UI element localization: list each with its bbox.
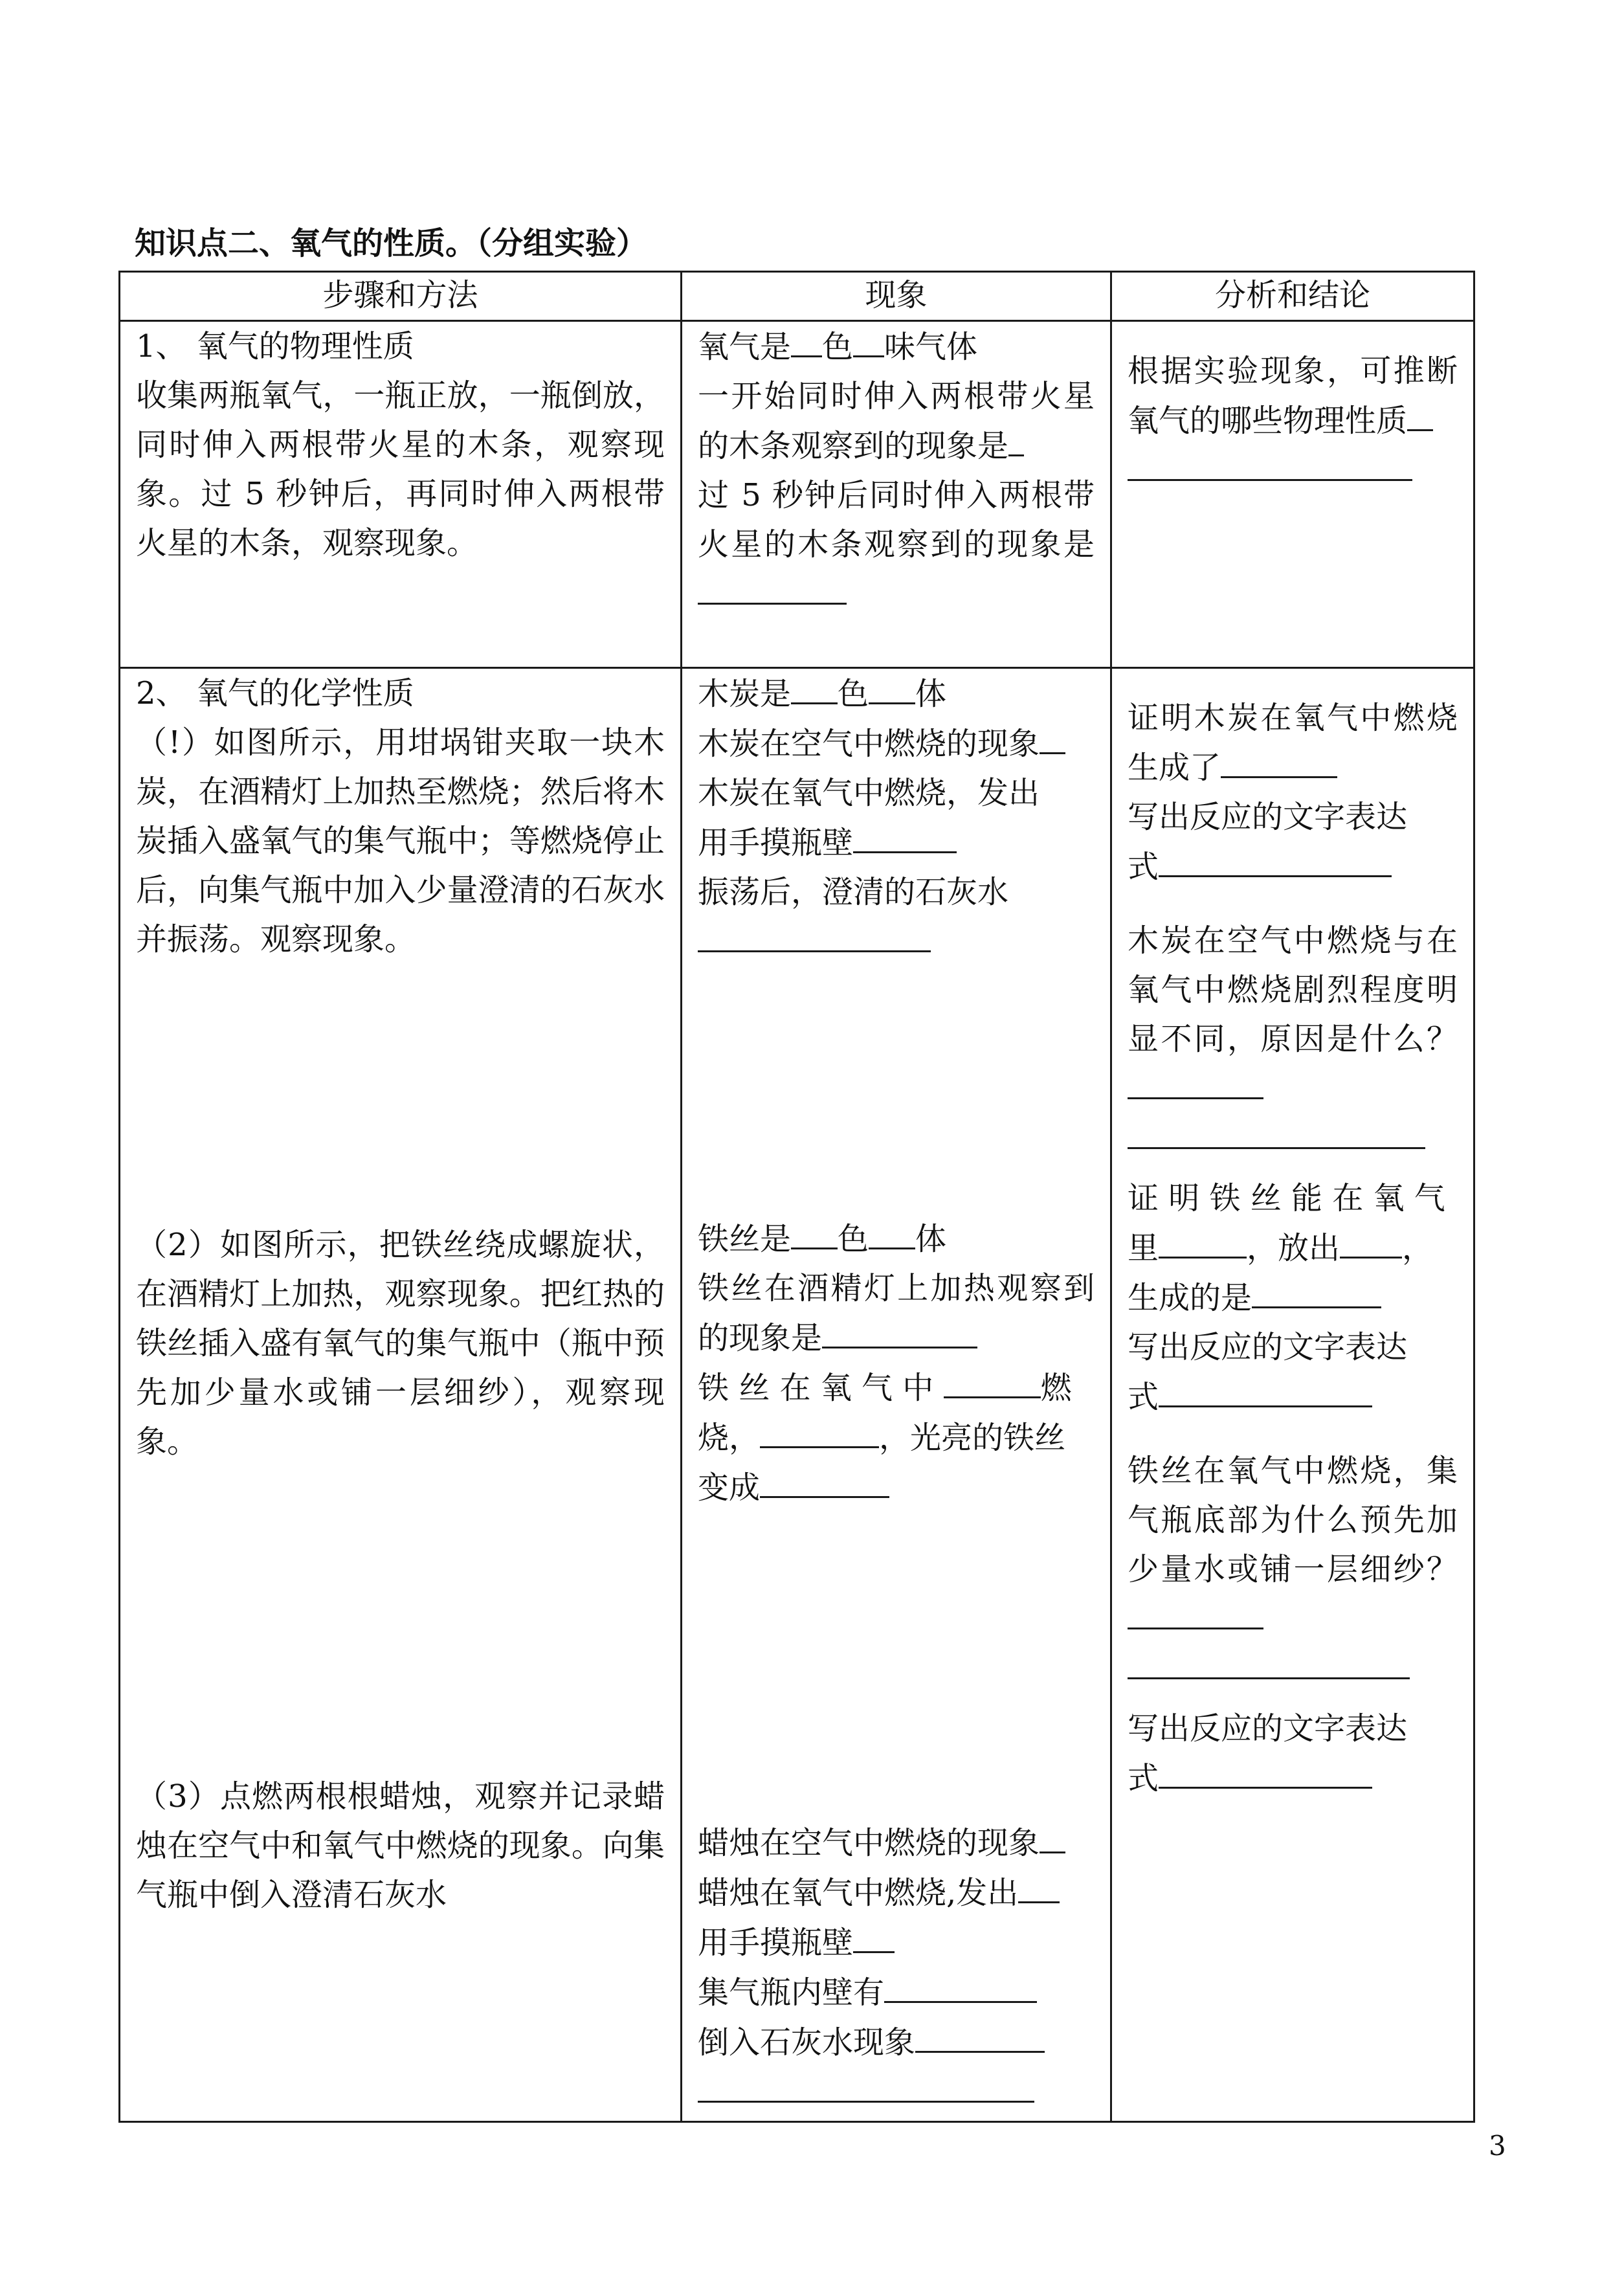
fill-line (1128, 1273, 1458, 1323)
answer-blank[interactable] (1128, 1594, 1263, 1629)
fill-line (1128, 1753, 1458, 1803)
answer-blank[interactable] (791, 1214, 838, 1249)
answer-blank[interactable] (1252, 1273, 1381, 1308)
answer-blank[interactable] (944, 1363, 1041, 1398)
fill-line (698, 1462, 1095, 1512)
answer-blank[interactable] (1008, 421, 1024, 456)
fill-line (698, 719, 1095, 768)
text: ， (1402, 1230, 1434, 1266)
text: 铁丝在酒精灯上加热观察到的现象是 (698, 1270, 1095, 1356)
answer-blank[interactable] (1159, 1753, 1372, 1789)
text-line: 写出反应的文字表达 (1128, 1710, 1408, 1747)
page-number: 3 (1489, 2130, 1506, 2162)
fill-line (1128, 916, 1458, 1113)
fill-line (698, 322, 1095, 372)
answer-blank[interactable] (915, 2017, 1045, 2053)
header-row (120, 272, 1474, 321)
text: 蜡烛在氧气中燃烧,发出 (698, 1875, 1019, 1911)
cell-steps-chemical (120, 668, 682, 2122)
step-title: 2、 氧气的化学性质 (136, 675, 414, 711)
text: 用手摸瓶壁 (698, 825, 854, 861)
text: 味气体 (884, 329, 978, 365)
text: 根据实验现象，可推断氧气的哪些物理性质 (1128, 353, 1458, 439)
column-header-steps: 步骤和方法 (120, 272, 682, 321)
text: 体 (915, 1221, 947, 1257)
text: 木炭在空气中燃烧的现象 (698, 726, 1040, 762)
cell-steps-physical (120, 321, 682, 668)
column-header-conclusion: 分析和结论 (1111, 272, 1474, 321)
text: 里 (1128, 1230, 1159, 1266)
answer-blank[interactable] (791, 669, 838, 704)
text: 烧， (698, 1420, 761, 1456)
fill-line (698, 372, 1095, 471)
text: 色 (838, 676, 869, 712)
answer-blank[interactable] (1407, 396, 1433, 431)
step-iron: （2）如图所示，把铁丝绕成螺旋状，在酒精灯上加热，观察现象。把红热的铁丝插入盛有氧气的集气瓶中（瓶中预先加少量水或铺一层细纱），观察现象。 (136, 1227, 665, 1460)
text: 证明木炭在氧气中燃烧生成了 (1128, 700, 1458, 786)
text: 燃 (1040, 1370, 1072, 1406)
answer-blank[interactable] (1128, 1113, 1425, 1149)
cell-conclusion-chemical (1111, 668, 1474, 2122)
spacer (136, 964, 665, 1220)
text: 木炭在空气中燃烧与在氧气中燃烧剧烈程度明显不同，原因是什么？ (1128, 923, 1458, 1057)
cell-phenomena-chemical (682, 668, 1111, 2122)
text-line: 振荡后，澄清的石灰水 (698, 874, 1009, 910)
answer-blank[interactable] (1128, 1064, 1263, 1099)
fill-line (698, 1868, 1095, 1918)
fill-line (698, 818, 1095, 867)
fill-line (1128, 1223, 1458, 1273)
text: 蜡烛在空气中燃烧的现象 (698, 1825, 1040, 1861)
answer-blank[interactable] (1128, 445, 1412, 481)
text: 式 (1128, 849, 1159, 885)
fill-line (698, 669, 1095, 719)
spacer (1128, 1695, 1458, 1704)
answer-blank[interactable] (791, 322, 822, 357)
text: 体 (915, 676, 947, 712)
spacer (698, 1512, 1095, 1818)
text: 倒入石灰水现象 (698, 2024, 916, 2061)
fill-line (698, 1264, 1095, 1363)
column-header-phenomena: 现象 (682, 272, 1111, 321)
text: 铁丝是 (698, 1221, 792, 1257)
text: 式 (1128, 1379, 1159, 1415)
spacer (1128, 891, 1458, 916)
cell-conclusion-physical (1111, 321, 1474, 668)
experiment-table (118, 271, 1475, 2123)
spacer (1128, 1165, 1458, 1174)
fill-line (698, 1214, 1095, 1264)
answer-blank[interactable] (853, 818, 957, 853)
answer-blank[interactable] (869, 1214, 915, 1249)
fill-line (698, 1413, 1095, 1462)
text: 式 (1128, 1760, 1159, 1796)
answer-blank[interactable] (698, 569, 847, 605)
fill-line (698, 1918, 1095, 1967)
answer-blank[interactable] (1040, 719, 1065, 754)
text: 色 (822, 329, 854, 365)
step-candle: （3）点燃两根根蜡烛，观察并记录蜡烛在空气中和氧气中燃烧的现象。向集气瓶中倒入澄清石灰水 (136, 1778, 665, 1913)
answer-blank[interactable] (853, 1918, 895, 1953)
text: 铁 丝 在 氧 气 中 (698, 1370, 934, 1406)
step-charcoal: （!）如图所示，用坩埚钳夹取一块木炭，在酒精灯上加热至燃烧；然后将木炭插入盛氧气的集气瓶中；等燃烧停止后，向集气瓶中加入少量澄清的石灰水并振荡。观察现象。 (136, 724, 665, 957)
answer-blank[interactable] (1159, 1223, 1247, 1258)
fill-line (698, 1363, 1095, 1413)
answer-blank[interactable] (1128, 1644, 1410, 1679)
answer-blank[interactable] (853, 322, 884, 357)
answer-blank[interactable] (760, 1413, 879, 1448)
step-title: 1、 氧气的物理性质 (136, 328, 414, 364)
text: 色 (838, 1221, 869, 1257)
text: ，放出 (1247, 1230, 1340, 1266)
text: 变成 (698, 1470, 761, 1506)
fill-line (698, 1818, 1095, 1868)
text-line: 写出反应的文字表达 (1128, 799, 1408, 835)
spacer (1128, 322, 1458, 346)
answer-blank[interactable] (884, 1967, 1037, 2003)
spacer (698, 968, 1095, 1214)
answer-blank[interactable] (869, 669, 915, 704)
fill-line (698, 1967, 1095, 2017)
text: 生成的是 (1128, 1280, 1252, 1316)
answer-blank[interactable] (822, 1313, 977, 1348)
text: 木炭是 (698, 676, 792, 712)
text-line: 木炭在氧气中燃烧，发出 (698, 775, 1040, 811)
answer-blank[interactable] (698, 917, 931, 952)
answer-blank[interactable] (1018, 1868, 1060, 1903)
step-text: 收集两瓶氧气，一瓶正放，一瓶倒放，同时伸入两根带火星的木条，观察现象。过 5 秒钟后，再同时伸入两根带火星的木条，观察现象。 (136, 377, 665, 561)
fill-line (698, 471, 1095, 619)
text: 用手摸瓶壁 (698, 1925, 854, 1961)
text: 过 5 秒钟后同时伸入两根带火星的木条观察到的现象是 (698, 477, 1095, 563)
text: 铁丝在氧气中燃烧，集气瓶底部为什么预先加少量水或铺一层细纱？ (1128, 1453, 1458, 1587)
spacer (1128, 1422, 1458, 1446)
answer-blank[interactable] (1340, 1223, 1402, 1258)
fill-line (1128, 1446, 1458, 1644)
section-heading: 知识点二、氧气的性质。（分组实验） (135, 225, 648, 262)
spacer (1128, 669, 1458, 693)
text: 氧气是 (698, 329, 792, 365)
fill-line (1128, 1372, 1458, 1422)
text: ，光亮的铁丝 (879, 1420, 1066, 1456)
table-row-chemical-properties (120, 668, 1474, 2122)
text: 集气瓶内壁有 (698, 1974, 885, 2011)
fill-line (1128, 693, 1458, 792)
table-row-physical-properties (120, 321, 1474, 668)
text: 一开始同时伸入两根带火星的木条观察到的现象是 (698, 378, 1095, 464)
text-line: 证 明 铁 丝 能 在 氧 气 (1128, 1180, 1445, 1216)
answer-blank[interactable] (760, 1462, 889, 1498)
fill-line (1128, 346, 1458, 445)
fill-line (1128, 842, 1458, 891)
answer-blank[interactable] (1159, 1372, 1372, 1407)
answer-blank[interactable] (698, 2067, 1034, 2103)
answer-blank[interactable] (1040, 1818, 1065, 1853)
answer-blank[interactable] (1221, 743, 1337, 778)
spacer (136, 1466, 665, 1772)
fill-line (698, 2017, 1095, 2067)
answer-blank[interactable] (1159, 842, 1392, 877)
text-line: 写出反应的文字表达 (1128, 1329, 1408, 1365)
cell-phenomena-physical (682, 321, 1111, 668)
